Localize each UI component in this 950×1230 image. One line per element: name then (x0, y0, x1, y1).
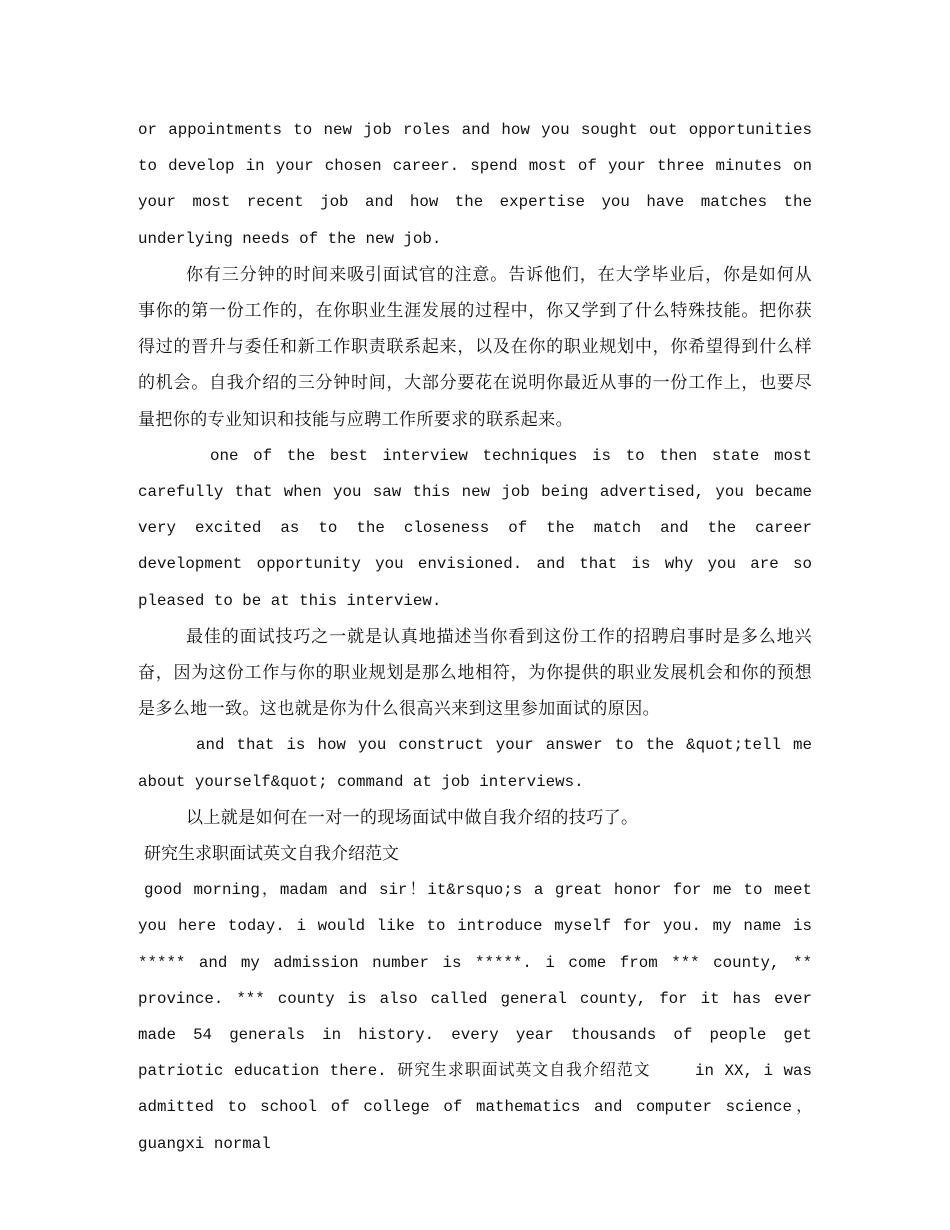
paragraph-interview-techniques: one of the best interview techniques is to then state most carefully that when you saw this new job being advertised, you became very excited as to the closeness of the match and the career development opportunity you envisioned. and that is why you are so pleased to be at this interview. (138, 446, 812, 610)
section-heading: 研究生求职面试英文自我介绍范文 (144, 844, 399, 865)
paragraph-interview-techniques-chinese: 最佳的面试技巧之一就是认真地描述当你看到这份工作的招聘启事时是多么地兴奋，因为这份工作与你的职业规划是那么地相符，为你提供的职业发展机会和你的预想是多么地一致。这也就是你为什么很高兴来到这里参加面试的原因。 (138, 626, 812, 720)
document-page (138, 112, 812, 1162)
paragraph-three-minutes-chinese: 你有三分钟的时间来吸引面试官的注意。告诉他们，在大学毕业后，你是如何从事你的第一份工作的，在你职业生涯发展的过程中，你又学到了什么特殊技能。把你获得过的晋升与委任和新工作职责联系起来，以及在你的职业规划中，你希望得到什么样的机会。自我介绍的三分钟时间，大部分要花在说明你最近从事的一份工作上，也要尽量把你的专业知识和技能与应聘工作所要求的联系起来。 (138, 264, 812, 430)
paragraph-career-appointments: or appointments to new job roles and how you sought out opportunities to develop in your chosen career. spend most of your three minutes on your most recent job and how the expertise you have matches the underlying needs of the new job. (138, 121, 812, 248)
paragraph-self-introduction: good morning，madam and sir！it&rsquo;s a great honor for me to meet you here today. i would like to introduce myself for you. my name is ***** and my admission number is *****. i come from *** county, ** province. *** county is also called general county, for it has ever made 54 generals in history. every year thousands of people get patriotic education there. 研究生求职面试英文自我介绍范文 in XX, i was admitted to school of college of mathematics and computer science，guangxi normal (138, 881, 813, 1153)
paragraph-construct-answer: and that is how you construct your answer to the &quot;tell me about yourself&quot; command at job interviews. (138, 736, 812, 791)
paragraph-summary-chinese: 以上就是如何在一对一的现场面试中做自我介绍的技巧了。 (186, 807, 639, 828)
